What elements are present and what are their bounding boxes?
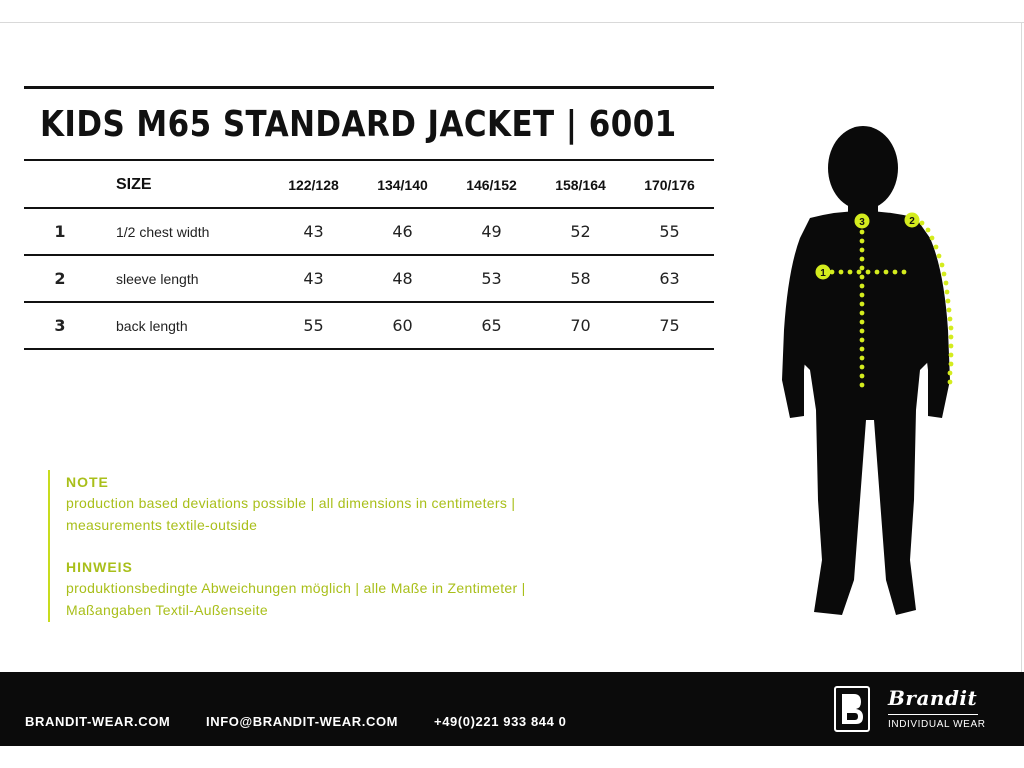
table-cell: 63 xyxy=(625,255,714,302)
table-cell: 60 xyxy=(358,302,447,349)
table-header-size-col: 146/152 xyxy=(447,163,536,208)
brandit-b-logo-icon xyxy=(834,686,870,732)
table-row xyxy=(24,208,714,255)
note-german xyxy=(66,557,626,621)
note-english xyxy=(66,472,626,536)
table-header-blank xyxy=(24,163,96,208)
table-cell: 65 xyxy=(447,302,536,349)
note-line: produktionsbedingte Abweichungen möglich | alle Maße in Zentimeter | xyxy=(66,580,526,596)
table-cell: 43 xyxy=(269,208,358,255)
table-cell: 55 xyxy=(625,208,714,255)
note-accent-bar xyxy=(48,470,50,622)
row-label: 1/2 chest width xyxy=(96,208,269,255)
row-number: 2 xyxy=(24,255,96,302)
table-header-size-col: 122/128 xyxy=(269,163,358,208)
svg-text:3: 3 xyxy=(859,217,865,228)
kid-silhouette-figure xyxy=(770,120,970,630)
row-number: 3 xyxy=(24,302,96,349)
table-header-row xyxy=(24,163,714,208)
table-cell: 46 xyxy=(358,208,447,255)
silhouette-body xyxy=(782,126,950,615)
size-table xyxy=(24,163,714,350)
table-cell: 70 xyxy=(536,302,625,349)
note-line: measurements textile-outside xyxy=(66,517,258,533)
right-border xyxy=(1021,22,1022,672)
brand-underline xyxy=(888,714,978,715)
table-header-size: SIZE xyxy=(96,163,269,208)
svg-text:2: 2 xyxy=(909,216,915,227)
footer-phone-number: +49(0)221 933 844 0 xyxy=(434,714,567,729)
table-cell: 49 xyxy=(447,208,536,255)
row-number: 1 xyxy=(24,208,96,255)
note-line: Maßangaben Textil-Außenseite xyxy=(66,602,268,618)
table-header-size-col: 170/176 xyxy=(625,163,714,208)
table-cell: 58 xyxy=(536,255,625,302)
table-cell: 53 xyxy=(447,255,536,302)
table-cell: 55 xyxy=(269,302,358,349)
footer-website-link[interactable]: BRANDIT-WEAR.COM xyxy=(25,714,171,729)
svg-text:1: 1 xyxy=(820,268,826,279)
table-header-size-col: 158/164 xyxy=(536,163,625,208)
title-top-rule xyxy=(24,86,714,89)
table-cell: 52 xyxy=(536,208,625,255)
top-border xyxy=(0,22,1024,23)
table-header-size-col: 134/140 xyxy=(358,163,447,208)
table-cell: 48 xyxy=(358,255,447,302)
page-title: KIDS M65 STANDARD JACKET | 6001 xyxy=(40,104,677,145)
footer-email-link[interactable]: INFO@BRANDIT-WEAR.COM xyxy=(206,714,399,729)
table-row xyxy=(24,255,714,302)
table-cell: 43 xyxy=(269,255,358,302)
title-bottom-rule xyxy=(24,159,714,161)
row-label: sleeve length xyxy=(96,255,269,302)
table-row xyxy=(24,302,714,349)
brand-name: Brandit xyxy=(888,686,978,710)
note-line: production based deviations possible | all dimensions in centimeters | xyxy=(66,495,516,511)
table-cell: 75 xyxy=(625,302,714,349)
footer xyxy=(0,672,1024,746)
note-title: HINWEIS xyxy=(66,559,133,575)
note-title: NOTE xyxy=(66,474,109,490)
row-label: back length xyxy=(96,302,269,349)
marker-3 xyxy=(855,214,870,229)
marker-1 xyxy=(816,265,831,280)
brand-tagline: INDIVIDUAL WEAR xyxy=(888,719,986,730)
marker-2 xyxy=(905,213,920,228)
